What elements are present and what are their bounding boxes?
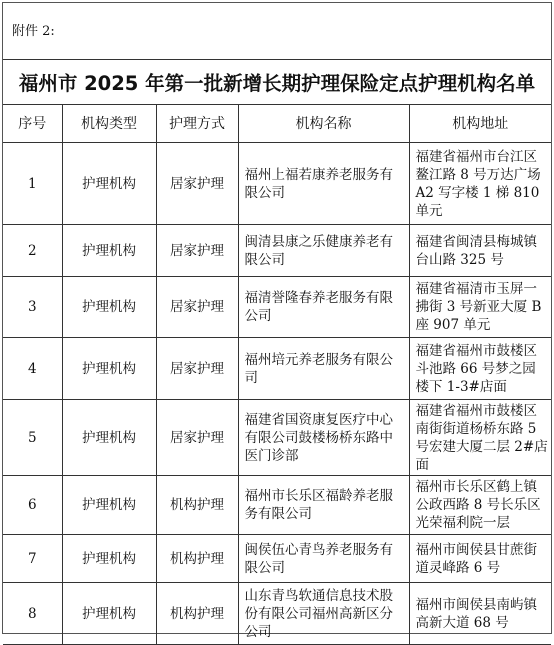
cell-serial-no: 8: [3, 583, 62, 645]
table-row: [3, 277, 551, 338]
cell-serial-no: 2: [3, 225, 62, 277]
cell-institution-name: 闽清县康之乐健康养老有限公司: [238, 225, 409, 277]
table-header-row: [3, 105, 551, 143]
header-serial-no: 序号: [3, 105, 62, 143]
cell-care-mode: 居家护理: [156, 225, 238, 277]
attachment-label: 附件 2:: [12, 24, 55, 39]
cell-institution-address: 福建省福州市鼓楼区南街街道杨桥东路 5 号宏建大厦二层 2#店面: [409, 400, 551, 476]
cell-institution-type: 护理机构: [62, 338, 156, 400]
header-institution-type: 机构类型: [62, 105, 156, 143]
cell-institution-address: 福建省福州市鼓楼区斗池路 66 号梦之园楼下 1-3#店面: [409, 338, 551, 400]
cell-institution-type: 护理机构: [62, 225, 156, 277]
cell-serial-no: 3: [3, 277, 62, 338]
cell-serial-no: 4: [3, 338, 62, 400]
cell-institution-type: 护理机构: [62, 583, 156, 645]
cell-serial-no: 1: [3, 143, 62, 225]
table-row: [3, 535, 551, 583]
cell-serial-no: 6: [3, 476, 62, 535]
cell-institution-name: 福州上福若康养老服务有限公司: [238, 143, 409, 225]
cell-institution-address: 福建省闽清县梅城镇台山路 325 号: [409, 225, 551, 277]
table-row: [3, 583, 551, 645]
cell-institution-name: 福州市长乐区福龄养老服务有限公司: [238, 476, 409, 535]
table-row: [3, 476, 551, 535]
table-row: [3, 225, 551, 277]
cell-institution-address: 福州市长乐区鹤上镇公政西路 8 号长乐区光荣福利院一层: [409, 476, 551, 535]
institution-table: [3, 104, 551, 645]
cell-serial-no: 7: [3, 535, 62, 583]
cell-care-mode: 居家护理: [156, 277, 238, 338]
cell-care-mode: 居家护理: [156, 143, 238, 225]
cell-care-mode: 居家护理: [156, 338, 238, 400]
cell-institution-name: 山东青鸟软通信息技术股份有限公司福州高新区分公司: [238, 583, 409, 645]
header-institution-address: 机构地址: [409, 105, 551, 143]
header-institution-name: 机构名称: [238, 105, 409, 143]
cell-institution-type: 护理机构: [62, 143, 156, 225]
cell-institution-address: 福建省福清市玉屏一拂街 3 号新亚大厦 B 座 907 单元: [409, 277, 551, 338]
cell-institution-address: 福建省福州市台江区鳌江路 8 号万达广场 A2 写字楼 1 梯 810 单元: [409, 143, 551, 225]
document-page: [2, 2, 552, 640]
cell-institution-type: 护理机构: [62, 400, 156, 476]
cell-institution-address: 福州市闽侯县南屿镇高新大道 68 号: [409, 583, 551, 645]
cell-serial-no: 5: [3, 400, 62, 476]
cell-institution-type: 护理机构: [62, 535, 156, 583]
cell-care-mode: 机构护理: [156, 583, 238, 645]
table-row: [3, 400, 551, 476]
cell-institution-type: 护理机构: [62, 476, 156, 535]
cell-institution-type: 护理机构: [62, 277, 156, 338]
table-row: [3, 338, 551, 400]
cell-care-mode: 机构护理: [156, 535, 238, 583]
cell-institution-name: 福清誉隆春养老服务有限公司: [238, 277, 409, 338]
cell-institution-name: 福建省国资康复医疗中心有限公司鼓楼杨桥东路中医门诊部: [238, 400, 409, 476]
cell-care-mode: 居家护理: [156, 400, 238, 476]
cell-institution-name: 福州培元养老服务有限公司: [238, 338, 409, 400]
table-row: [3, 143, 551, 225]
document-title: 福州市 2025 年第一批新增长期护理保险定点护理机构名单: [18, 72, 536, 95]
cell-care-mode: 机构护理: [156, 476, 238, 535]
title-row: [3, 59, 551, 104]
header-care-mode: 护理方式: [156, 105, 238, 143]
cell-institution-name: 闽侯伍心青鸟养老服务有限公司: [238, 535, 409, 583]
cell-institution-address: 福州市闽侯县甘蔗街道灵峰路 6 号: [409, 535, 551, 583]
